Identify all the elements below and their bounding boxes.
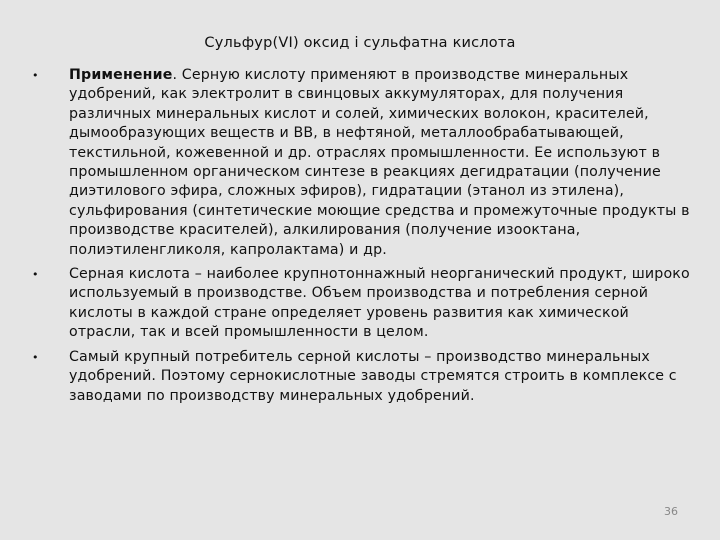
bullet-icon: •: [32, 268, 39, 282]
bullet-text: Серная кислота – наиболее крупнотоннажный неорганический продукт, широко используемый в производстве. Объем производства и потребления серной кислоты в каждой стране определяет уровень развития как химической отрасли, так и всей промышленности в целом.: [69, 266, 690, 341]
bullet-icon: •: [32, 69, 39, 82]
slide-title: Сульфур(VI) оксид і сульфатна кислота: [204, 35, 516, 51]
bullet-text: . Серную кислоту применяют в производстве минеральных удобрений, как электролит в свинцовых аккумуляторах, для получения различных минеральных кислот и солей, химических волокон, красителей, дымообразующих веществ и ВВ, в нефтяной, металлообрабатывающей, текстильной, кожевенной и др. отраслях промышленности. Ее используют в промышленном органическом синтезе в реакциях дегидратации (получение диэтилового эфира, сложных эфиров), гидратации (этанол из этилена), сульфирования (синтетические моющие средства и промежуточные продукты в производстве красителей), алкилирования (получение изооктана, полиэтиленгликоля, капролактама) и др.: [69, 67, 690, 258]
bullet-list: [32, 66, 694, 411]
bullet-item-largest-consumer: [32, 348, 694, 406]
bullet-item-production-volume: [32, 265, 694, 343]
bullet-heading: Применение: [69, 67, 173, 83]
bullet-icon: •: [32, 350, 39, 364]
bullet-item-application: [32, 66, 694, 260]
page-number: 36: [664, 505, 678, 518]
bullet-text: Самый крупный потребитель серной кислоты – производство минеральных удобрений. Поэтому сернокислотные заводы стремятся строить в комплексе с заводами по производству минеральных удобрений.: [69, 348, 677, 404]
